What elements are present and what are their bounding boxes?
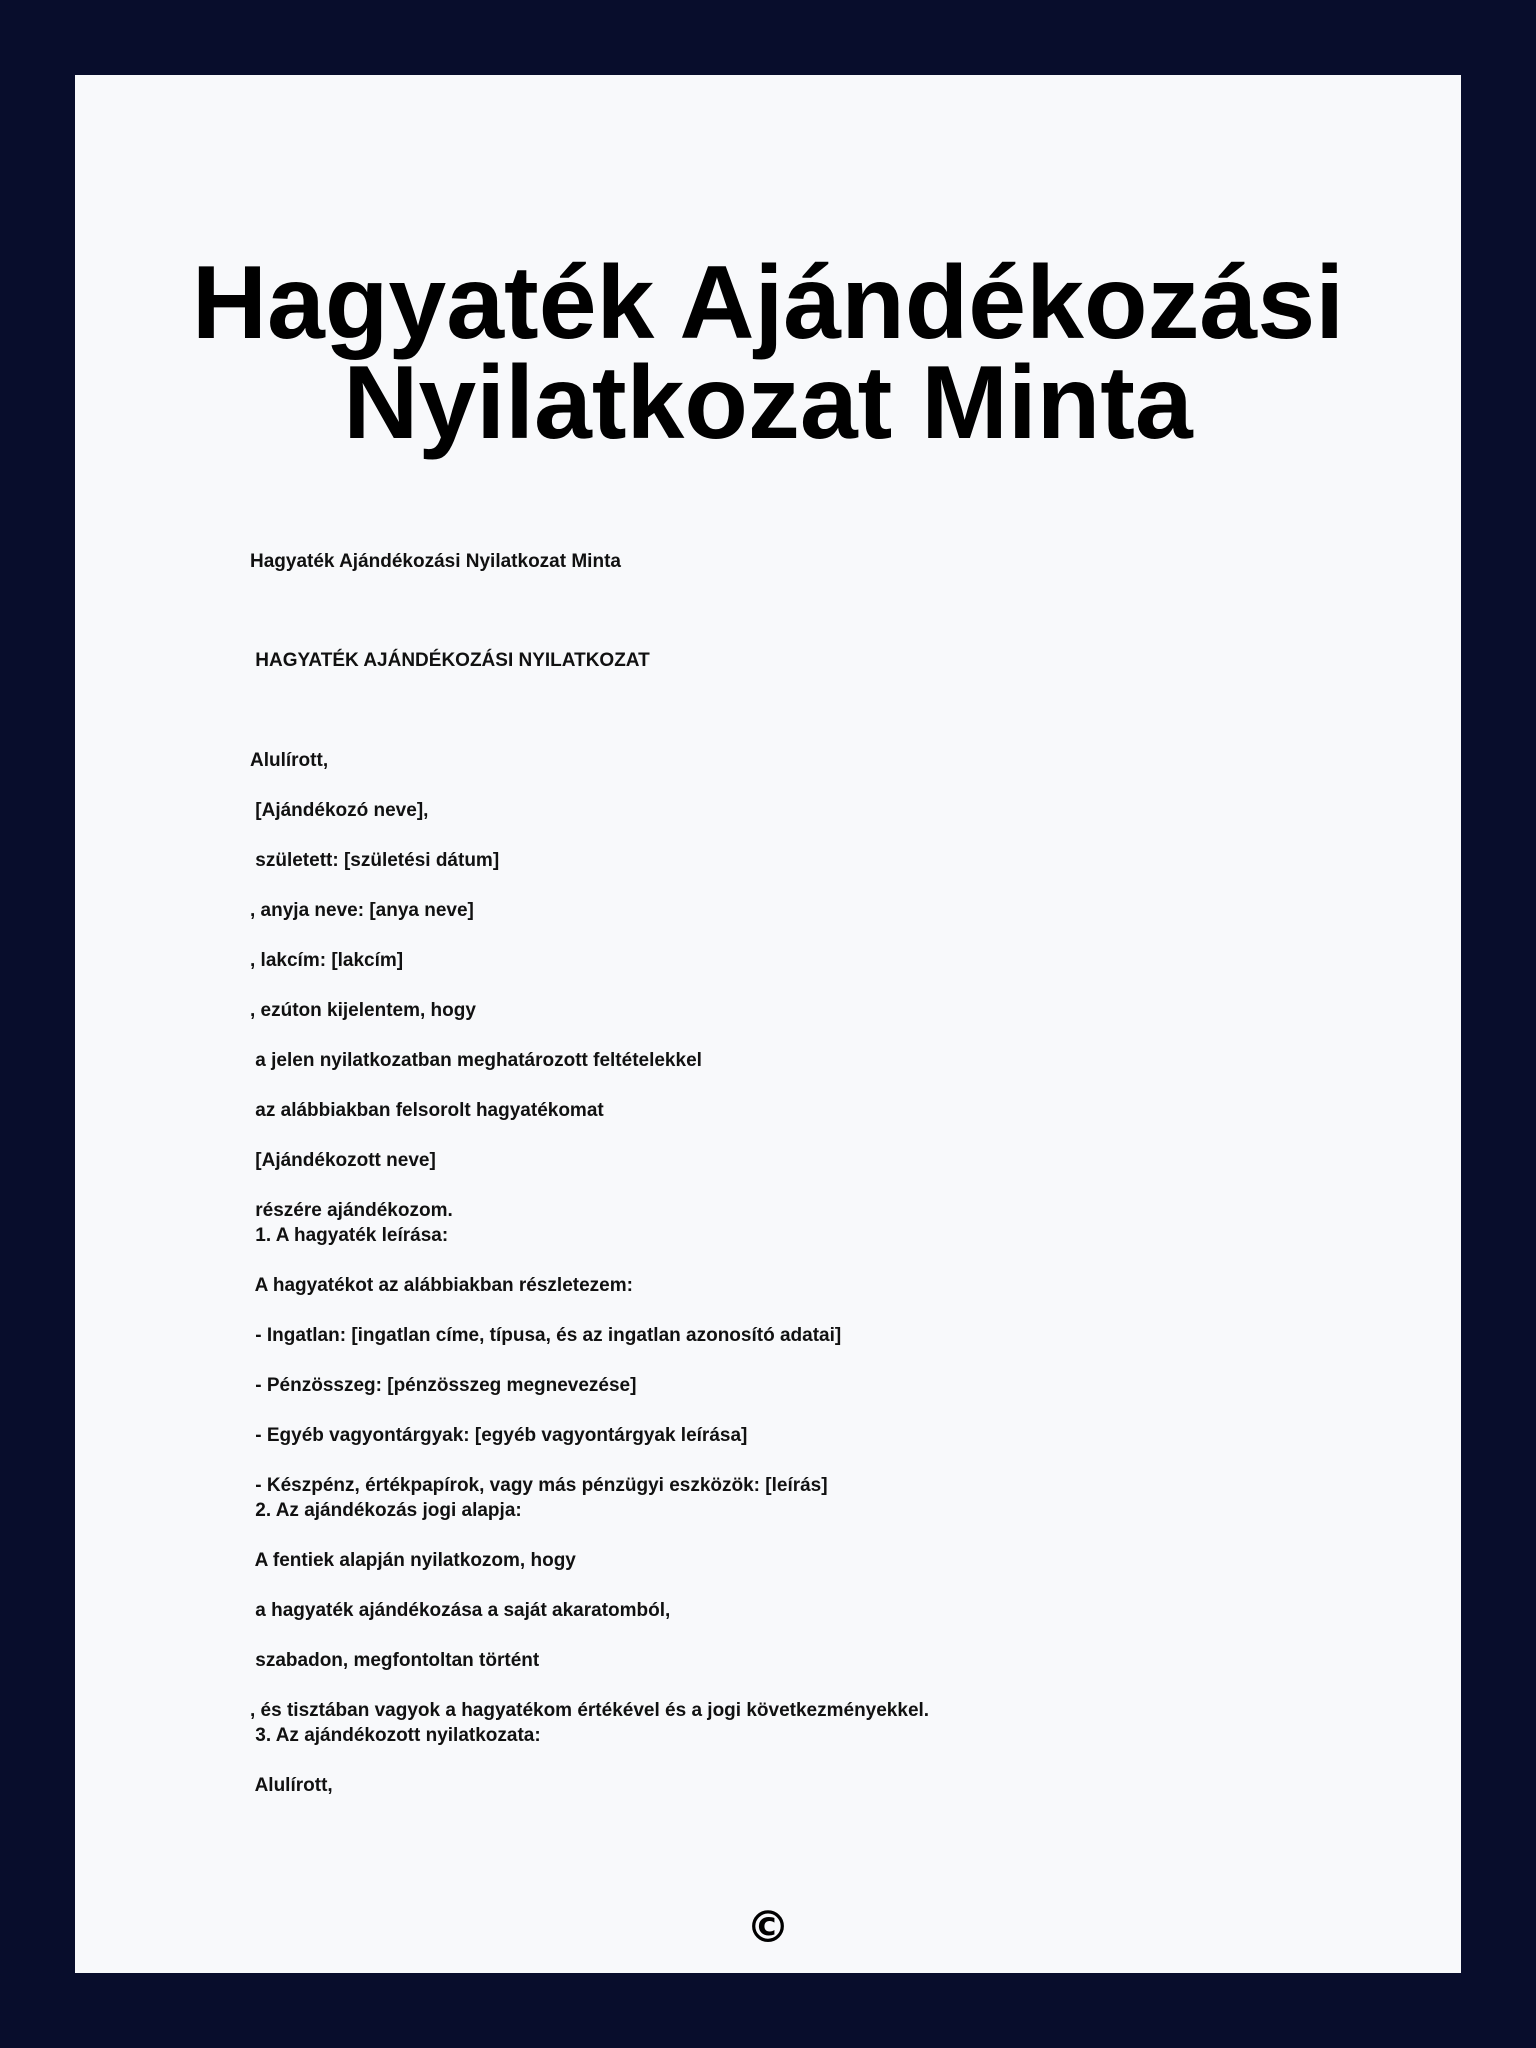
body-line: , lakcím: [lakcím] [250, 950, 404, 971]
body-line: Alulírott, [250, 1775, 333, 1796]
body-line: , ezúton kijelentem, hogy [250, 1000, 476, 1021]
title-line-2: Nyilatkozat Minta [343, 345, 1193, 461]
body-line: Alulírott, [250, 750, 329, 771]
document-heading-small: Hagyaték Ajándékozási Nyilatkozat Minta [250, 551, 621, 572]
list-item: - Pénzösszeg: [pénzösszeg megnevezése] [250, 1375, 637, 1396]
body-line: az alábbiakban felsorolt hagyatékomat [250, 1100, 604, 1121]
list-item: - Ingatlan: [ingatlan címe, típusa, és az ingatlan azonosító adatai] [250, 1325, 842, 1346]
section-heading-1: 1. A hagyaték leírása: [250, 1225, 449, 1246]
document-title [75, 245, 1461, 461]
body-line: , anyja neve: [anya neve] [250, 900, 474, 921]
body-line: [Ajándékozó neve], [250, 800, 429, 821]
body-line: a hagyaték ajándékozása a saját akaratomból, [250, 1600, 671, 1621]
body-line: a jelen nyilatkozatban meghatározott feltételekkel [250, 1050, 702, 1071]
body-line: részére ajándékozom. [250, 1200, 453, 1221]
body-line: született: [születési dátum] [250, 850, 500, 871]
section-heading-3: 3. Az ajándékozott nyilatkozata: [250, 1725, 541, 1746]
list-item: - Egyéb vagyontárgyak: [egyéb vagyontárgyak leírása] [250, 1425, 748, 1446]
body-line: [Ajándékozott neve] [250, 1150, 436, 1171]
body-line: A fentiek alapján nyilatkozom, hogy [250, 1550, 576, 1571]
list-item: - Készpénz, értékpapírok, vagy más pénzügyi eszközök: [leírás] [250, 1475, 828, 1496]
title-line-1: Hagyaték Ajándékozási [191, 245, 1345, 361]
body-line: szabadon, megfontoltan történt [250, 1650, 540, 1671]
body-line: A hagyatékot az alábbiakban részletezem: [250, 1275, 633, 1296]
document-section-heading: HAGYATÉK AJÁNDÉKOZÁSI NYILATKOZAT [250, 650, 650, 671]
copyright-icon: © [746, 1902, 790, 1953]
section-heading-2: 2. Az ajándékozás jogi alapja: [250, 1500, 522, 1521]
body-line: , és tisztában vagyok a hagyatékom értékével és a jogi következményekkel. [250, 1700, 930, 1721]
document-page [75, 75, 1461, 1973]
